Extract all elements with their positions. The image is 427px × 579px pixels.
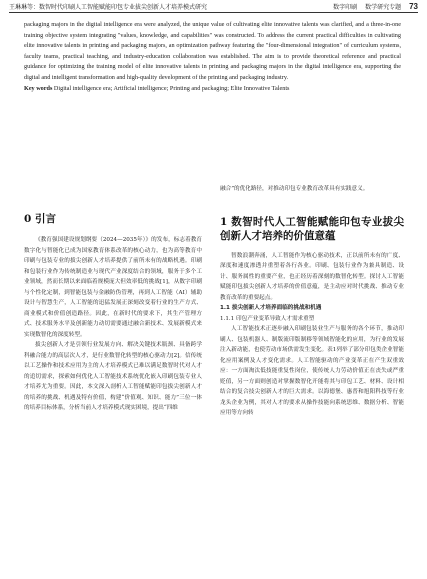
keywords-text: Digital intelligence era; Artificial intelligence; Printing and packaging; Elite Innovative Talents [53,84,290,92]
header-section: 数学研究专题 [365,3,402,11]
right-column [220,184,404,419]
subsection-1-1-1-heading: 1.1.1 印包产业变革导致人才需求重塑 [220,315,315,322]
section-heading-1: 1 数智时代人工智能赋能印包专业拔尖创新人才培养的价值意蕴 [220,215,404,242]
keywords-label: Key words [24,84,53,92]
subsection-1-1-1-paragraph: 人工智能技术正逐步融入印刷包装业生产与服务的各个环节，推动印刷人、包装机器人、制版流印版制移等领域智能化的应用，为行业的发展注入新动能，也使劳动市场供需发生变化。表1列举了部分印包类企业智能化应用案例及人才变化需求。人工智能驱动的产业变革正在产生双重效应：一方面淘汰低技能重复性岗位，使传统人力劳动价值正在丧失或严重贬值，另一方面则创造对掌握数智化开能将其与印包工艺、材料、设计相结合的复合技尖创新人才的巨大需求。以海德堡、惠普和旭阳科技等行业龙头企业为例，其对人才的要求从操作技能向系统思维、数据分析、智能应用等方向转 [220,326,404,416]
page-number: 73 [409,1,418,11]
intro-paragraph-1: 《教育强国建设规划纲要（2024—2035年）》的发布，标志着教育数字化与智能化已成为国家教育体系改革的核心动力，也为高等教育中印刷与包装专业的拔尖创新人才培养提供了前所未有的战略机遇。印刷和包装行业作为传统制造业与现代产业深度结合的领域，服务于多个工业领域，然而长期以来面临着规模庞大但效率低的挑战[1]，从数字印刷与个性化定制，到智能包装与金融防伪管理，再到人工智能（AI）辅助设计与智慧生产，人工智能的迅猛发展正深刻改变着行业的生产方式、商业模式和价值创造路径。因此，在新时代的要求下，其生产管理方式、技术服务水平及创新能力动切需要通过融合新技术、发展新模式来实现数智化的深度转型。 [24,237,202,338]
subsection-1-1-heading: 1.1 拔尖创新人才培养面临的挑战和机遇 [220,305,322,311]
intro-paragraph-2: 拔尖创新人才是引领行业发展方向、解决关键技术瓶颈、具备跨学科融合能力的高层次人才，是行业数智化转型的核心驱动力[2]。信传统以工艺操作和技术应用为主的人才培养模式已难以满足数智时代对人才的追切需求，探索如何优化人工智能技术系统优化嵌入印刷包装专业人才培养尤为重要。因此，本文深入剖析人工智能赋能印包拔尖创新人才的培养的挑战、机遇及特有价值，构建“价值观、知识、能力”三位一体的培养目标体系，分析当前人才培养模式现实困境，提出“四维 [24,342,202,411]
section-heading-introduction: 0 引言 [24,213,56,225]
left-column [24,180,202,414]
header-rule [9,12,418,13]
intro-continuation: 融合”的优化路径，对推动印包专业教育改革具有实践意义。 [220,186,369,192]
section-1-paragraph: 智数浪潮奔涌，人工智能作为核心驱动技术，正以前所未有的广度、深度和速度渗透并重塑着各行各业。印刷、包装行业作为兼具制造、设计、服务属性的重要产业，也正经历着深刻的数智化转型。探讨人工智能赋能印包拔尖创新人才培养的价值意蕴，是主动应对时代挑战、推动专业教育改革的重要起点。 [220,252,404,301]
header-right [333,2,418,11]
header-left: 王琳琳等：数智时代印刷人工智能赋能印包专业拔尖创新人才培养模式研究 [9,3,208,11]
english-abstract [24,20,401,94]
header-journal: 数字印刷 [333,3,358,11]
running-header [9,0,418,12]
abstract-text: packaging majors in the digital intelligence era were analyzed, the unique value of cultivating elite innovative talents was clarified, and a three-in-one training objective system integrating "values, knowledge, and capabilities" was constructed. To address the current practical difficulties in cultivating elite innovative talents in printing and packaging majors, an optimization pathway featuring the "four-dimensional integration" of curriculum systems, faculty teams, practical teaching, and industry-education collaboration was established. The aim is to provide theoretical reference and practical guidance for optimizing the training model of elite innovative talents in printing and packaging majors in the digital intelligence era, supporting the digital and intelligent transformation and high-quality development of the printing and packaging industry. [24,21,401,81]
